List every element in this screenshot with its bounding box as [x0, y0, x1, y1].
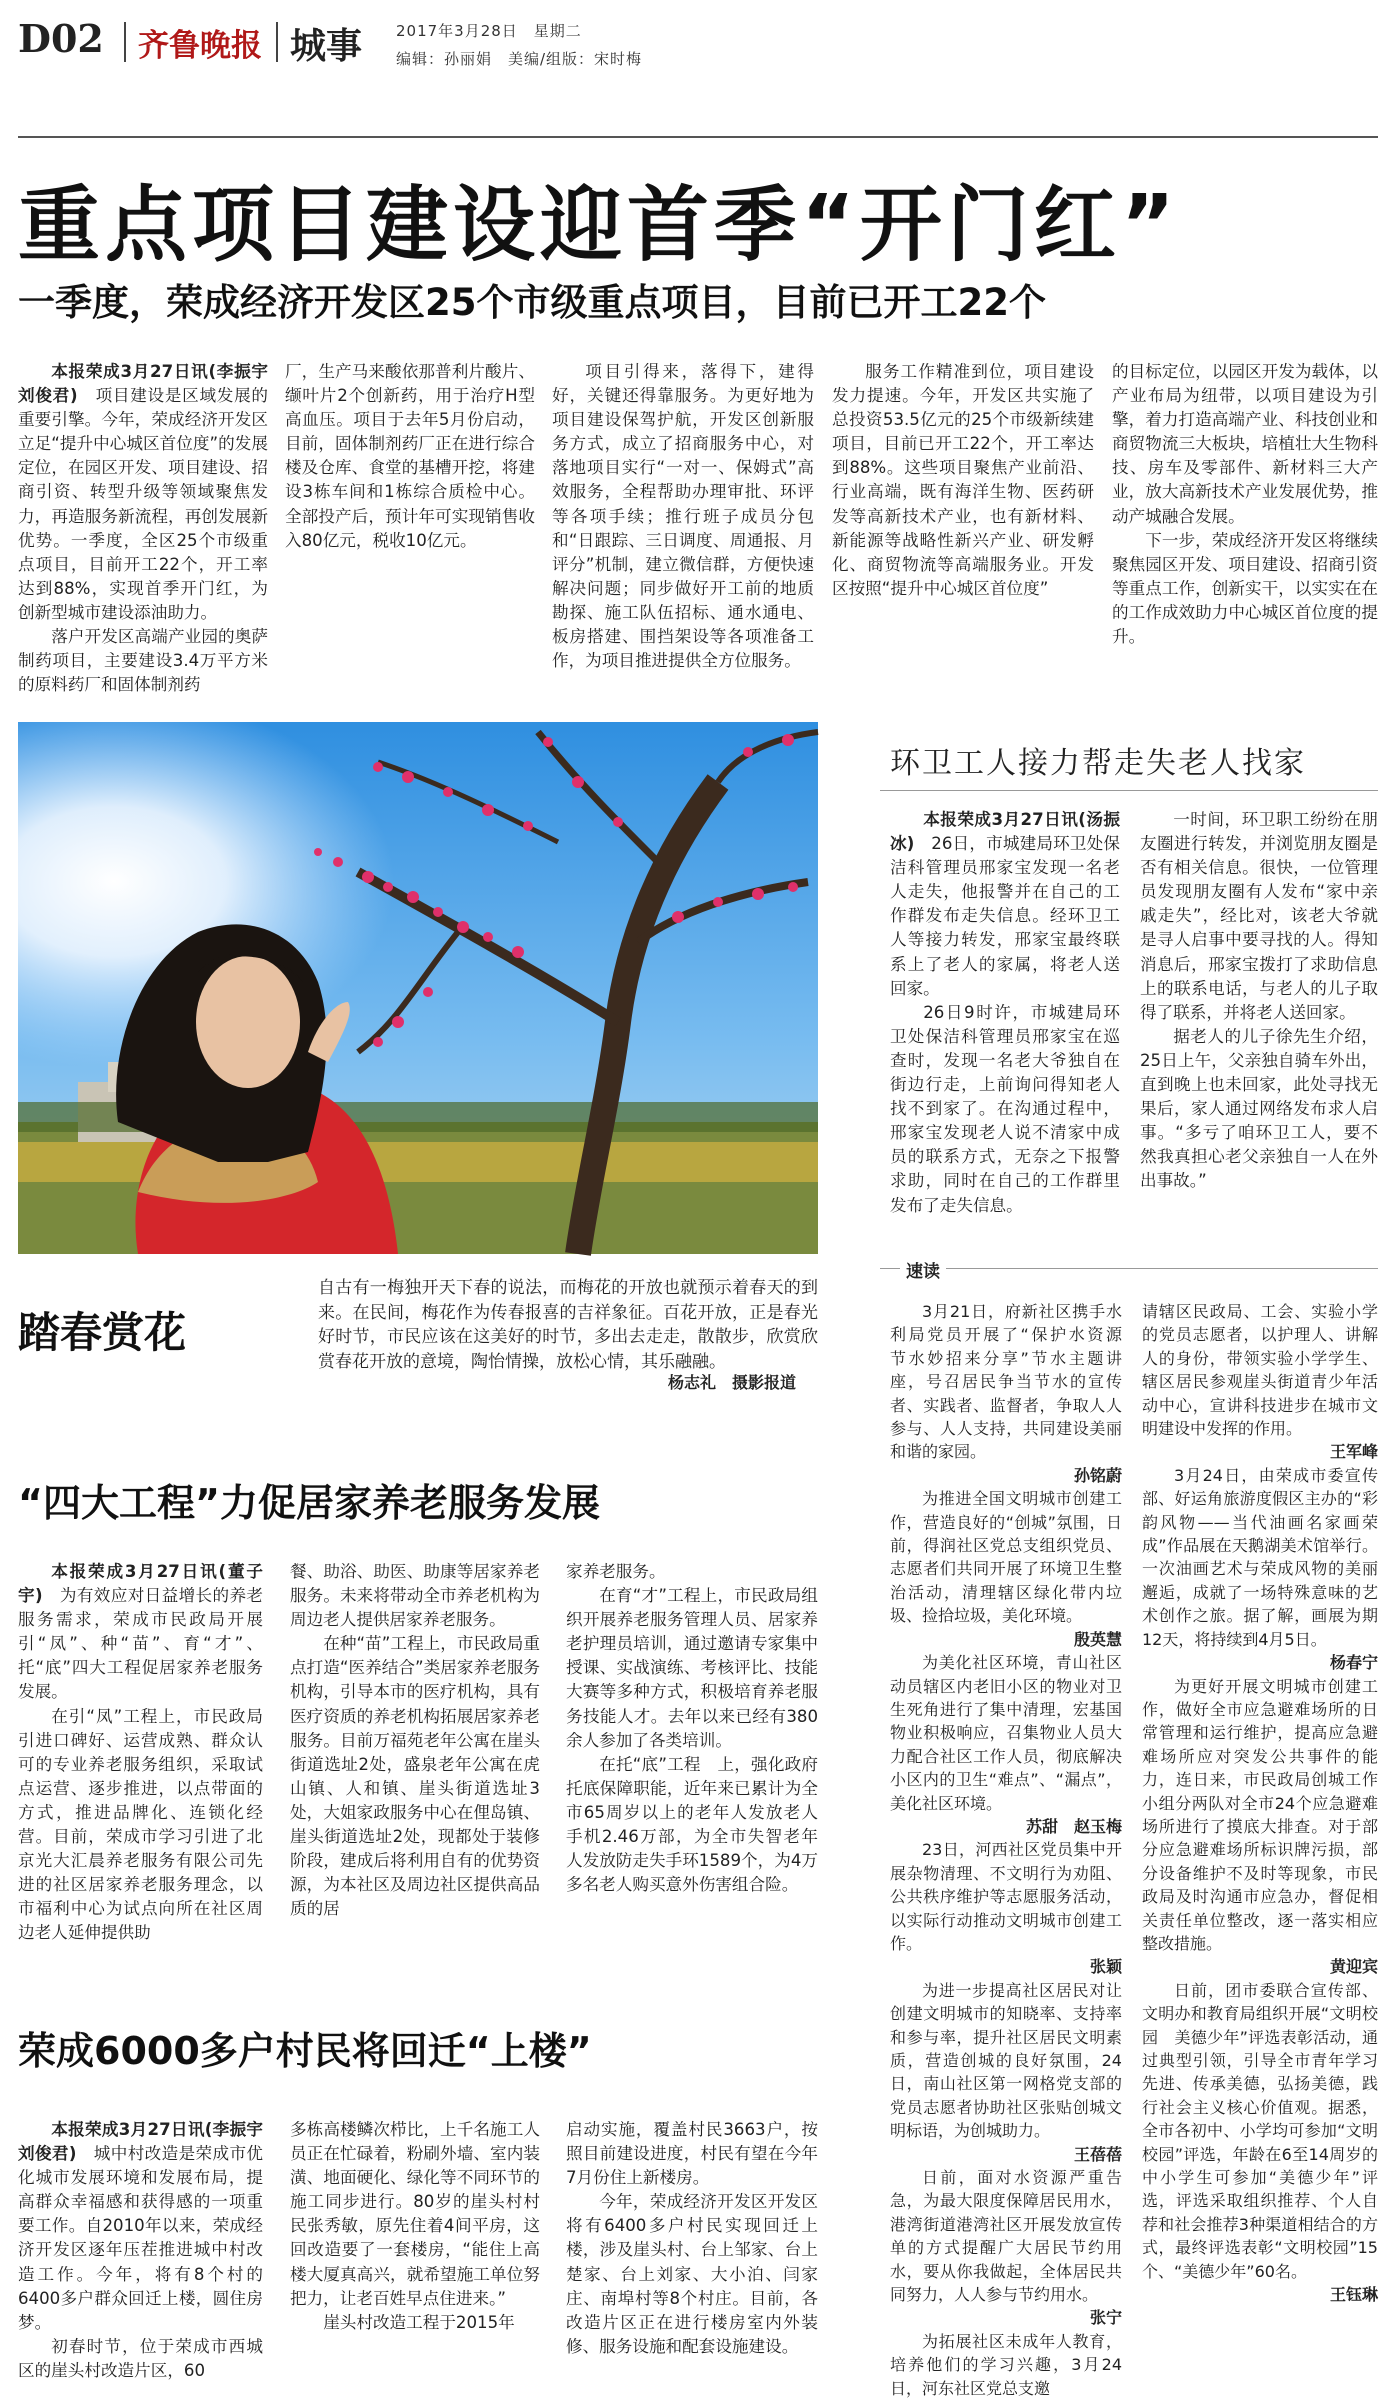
- sanitation-col-1: [890, 808, 1120, 1238]
- divider: [124, 22, 126, 62]
- elderly-lead-label: 本报荣成3月27日讯(董子宇): [18, 1562, 263, 1606]
- main-paragraph: 的目标定位，以园区开发为载体，以产业布局为纽带，以项目建设为引擎，着力打造高端产业、科技创业和商贸物流三大板块，培植壮大生物科技、房车及零部件、新材料三大产业，放大高新技术产业发展优势，推动产城融合发展。: [1112, 362, 1378, 526]
- main-col-5: [1112, 360, 1378, 690]
- quick-item: 为推进全国文明城市创建工作，营造良好的“创城”氛围，日前，得润社区党总支组织党员、志愿者们共同开展了环境卫生整治活动，清理辖区绿化带内垃圾、捡拾垃圾，美化环境。: [890, 1489, 1122, 1626]
- photo-title: 踏春赏花: [18, 1308, 187, 1357]
- divider: [880, 790, 1378, 791]
- sanitation-col-2: [1140, 808, 1378, 1238]
- villagers-paragraph: 初春时节，位于荣成市西城区的崖头村改造片区，60: [18, 2336, 263, 2380]
- quick-item: 为拓展社区未成年人教育，培养他们的学习兴趣，3月24日，河东社区党总支邀: [890, 2331, 1122, 2398]
- sanitation-paragraph: 一时间，环卫职工纷纷在朋友圈进行转发，并浏览朋友圈是否有相关信息。很快，一位管理员发现朋友圈有人发布“家中亲戚走失”，经比对，该老大爷就是寻人启事中要寻找的人。得知消息后，邢家宝拨打了求助信息上的联系电话，与老人的儿子取得了联系，并将老人送回家。: [1140, 810, 1378, 1022]
- elderly-paragraph: 餐、助浴、助医、助康等居家养老服务。未来将带动全市养老机构为周边老人提供居家养老服务。: [290, 1562, 540, 1630]
- main-col-4: [832, 360, 1094, 690]
- quick-item: 3月24日，由荣成市委宣传部、好运角旅游度假区主办的“彩韵风物——当代油画名家画荣成”作品展在天鹅湖美术馆举行。一次油画艺术与荣成风物的美丽邂逅，成就了一场特殊意味的艺术创作之旅。据了解，画展为期12天，将持续到4月5日。: [1142, 1465, 1378, 1649]
- feature-photo: [18, 722, 818, 1254]
- main-col-2: [285, 360, 535, 690]
- villagers-col-2: [290, 2118, 540, 2390]
- quick-read-col-1: [890, 1300, 1139, 2398]
- main-paragraph: 下一步，荣成经济开发区将继续聚焦园区开发、项目建设、招商引资等重点工作，创新实干，以实实在在的工作成效助力中心城区首位度的提升。: [1112, 530, 1378, 647]
- plum-blossom-photo: [18, 722, 818, 1254]
- main-paragraph: 厂，生产马来酸依那普利片酸片、缬叶片2个创新药，用于治疗H型高血压。项目于去年5月份启动，目前，固体制剂药厂正在进行综合楼及仓库、食堂的基槽开挖，将建设3栋车间和1栋综合质检中心。全部投产后，预计年可实现销售收入80亿元，税收10亿元。: [285, 362, 535, 550]
- elderly-paragraph: 在引“凤”工程上，市民政局引进口碑好、运营成熟、群众认可的专业养老服务组织，采取试点运营、逐步推进，以点带面的方式，推进品牌化、连锁化经营。目前，荣成市学习引进了北京光大汇晨养老服务有限公司先进的社区居家养老服务理念，以市福利中心为试点向所在社区周边老人延伸提供助: [18, 1706, 263, 1943]
- quick-item-author: 苏甜 赵玉梅: [1025, 1816, 1122, 1836]
- villagers-col-3: [566, 2118, 818, 2390]
- elderly-paragraph: 家养老服务。: [566, 1562, 666, 1581]
- main-lead-label: 本报荣成3月27日讯(李振宇 刘俊君): [18, 362, 268, 406]
- divider: [276, 22, 278, 62]
- elderly-col-2: [290, 1560, 540, 1980]
- main-paragraph: 服务工作精准到位，项目建设发力提速。今年，开发区共实施了总投资53.5亿元的25个市级新续建项目，目前已开工22个，开工率达到88%。这些项目聚焦产业前沿、行业高端，既有海洋生物、医药研发等高新技术产业，也有新材料、新能源等战略性新兴产业、研发孵化、商贸物流等高端服务业。开发区按照“提升中心城区首位度”: [832, 362, 1094, 598]
- main-col-3: [552, 360, 814, 690]
- elderly-title: “四大工程”力促居家养老服务发展: [18, 1481, 600, 1525]
- main-headline: 重点项目建设迎首季“开门红”: [18, 178, 1180, 273]
- quick-item-author: 张颖: [1089, 1957, 1122, 1977]
- elderly-col-1: [18, 1560, 263, 1980]
- quick-item-author: 王蓓蓓: [1073, 2144, 1122, 2164]
- photo-caption: 自古有一梅独开天下春的说法，而梅花的开放也就预示着春天的到来。在民间，梅花作为传春报喜的吉祥象征。百花开放，正是春光好时节，市民应该在这美好的时节，多出去走走，散散步，欣赏欣赏春花开放的意境，陶怡情操，放松心情，其乐融融。: [318, 1278, 818, 1372]
- villagers-col-1: [18, 2118, 263, 2390]
- villagers-lead-label: 本报荣成3月27日讯(李振宇 刘俊君): [18, 2120, 263, 2164]
- quick-item: 为进一步提高社区居民对让创建文明城市的知晓率、支持率和参与率，提升社区居民文明素质，营造创城的良好氛围，24日，南山社区第一网格党支部的党员志愿者协助社区张贴创城文明标语，为创城助力。: [890, 1980, 1122, 2141]
- quick-item-author: 孙铭蔚: [1073, 1465, 1122, 1485]
- villagers-paragraph: 启动实施，覆盖村民3663户，按照目前建设进度，村民有望在今年7月份住上新楼房。: [566, 2120, 818, 2188]
- quick-item-author: 殷英慧: [1073, 1629, 1122, 1649]
- villagers-title: 荣成6000多户村民将回迁“上楼”: [18, 2029, 592, 2073]
- villagers-paragraph: 多栋高楼鳞次栉比，上千名施工人员正在忙碌着，粉刷外墙、室内装潢、地面硬化、绿化等不同环节的施工同步进行。80岁的崖头村村民张秀敏，原先住着4间平房，这回改造要了一套楼房，“能住上高楼大厦真高兴，就希望施工单位努把力，让老百姓早点住进来。”: [290, 2120, 540, 2308]
- quick-item: 为美化社区环境，青山社区动员辖区内老旧小区的物业对卫生死角进行了集中清理，宏基国物业积极响应，召集物业人员大力配合社区工作人员，彻底解决小区内的卫生“难点”、“漏点”，美化社区环境。: [890, 1653, 1122, 1813]
- sanitation-paragraph: 26日9时许，市城建局环卫处保洁科管理员邢家宝在巡查时，发现一名老大爷独自在街边行走，上前询问得知老人找不到家了。在沟通过程中，邢家宝发现老人说不清家中成员的联系方式，无奈之下报警求助，同时在自己的工作群里发布了走失信息。: [890, 1002, 1120, 1215]
- quick-item-author: 张宁: [1089, 2308, 1122, 2328]
- quick-item: 请辖区民政局、工会、实验小学的党员志愿者，以护理人、讲解人的身份，带领实验小学学生、辖区居民参观崖头街道青少年活动中心，宣讲科技进步在城市文明建设中发挥的作用。: [1142, 1302, 1378, 1439]
- photo-credit: 杨志礼 摄影报道: [668, 1373, 797, 1392]
- villagers-lead-paragraph: 本报荣成3月27日讯(李振宇 刘俊君) 城中村改造是荣成市优化城市发展环境和发展布局，提高群众幸福感和获得感的一项重要工作。自2010年以来，荣成经济开发区逐年压茬推进城中村改造工作。今年，将有8个村的6400多户群众回迁上楼，圆住房梦。: [18, 2120, 264, 2332]
- elderly-paragraph: 在育“才”工程上，市民政局组织开展养老服务管理人员、居家养老护理员培训，通过邀请专家集中授课、实战演练、考核评比、技能大赛等多种方式，积极培育养老服务技能人才。去年以来已经有380余人参加了各类培训。: [566, 1586, 818, 1750]
- quick-item: 为更好开展文明城市创建工作，做好全市应急避难场所的日常管理和运行维护，提高应急避难场所应对突发公共事件的能力，连日来，市民政局创城工作小组分两队对全市24个应急避难场所进行了摸底大排查。对于部分应急避难场所标识牌污损，部分设备维护不及时等现象，市民政局及时沟通市应急办，督促相关责任单位整改，逐一落实相应整改措施。: [1142, 1676, 1378, 1953]
- sanitation-paragraph: 据老人的儿子徐先生介绍，25日上午，父亲独自骑车外出，直到晚上也未回家，此处寻找无果后，家人通过网络发布求人启事。“多亏了咱环卫工人，要不然我真担心老父亲独自一人在外出事故。”: [1140, 1026, 1378, 1191]
- elderly-paragraph: 在种“苗”工程上，市民政局重点打造“医养结合”类居家养老服务机构，引导本市的医疗机构，具有医疗资质的养老机构拓展居家养老服务。目前万福苑老年公寓在崖头街道选址2处，盛泉老年公寓在虎山镇、人和镇、崖头街道选址3处，大姐家政服务中心在俚岛镇、崖头街道选址2处，现都处于装修阶段，建成后将利用自有的优势资源，为本社区及周边社区提供高品质的居: [290, 1634, 540, 1919]
- sanitation-title: 环卫工人接力帮走失老人找家: [890, 746, 1306, 781]
- quick-read-label: 速读: [900, 1257, 946, 1282]
- quick-item: 23日，河西社区党员集中开展杂物清理、不文明行为劝阻、公共秩序维护等志愿服务活动，以实际行动推动文明城市创建工作。: [890, 1840, 1122, 1953]
- main-paragraph: 落户开发区高端产业园的奥萨制药项目，主要建设3.4万平方米的原料药厂和固体制剂药: [18, 627, 268, 695]
- sanitation-lead-paragraph: 本报荣成3月27日讯(汤振冰) 26日，市城建局环卫处保洁科管理员邢家宝发现一名老人走失，他报警并在自己的工作群发布走失信息。经环卫工人等接力转发，邢家宝最终联系上了老人的家属，将老人送回家。: [890, 810, 1120, 998]
- quick-read-col-2: [1142, 1300, 1378, 2390]
- quick-item-author: 杨春宁: [1329, 1653, 1378, 1673]
- quick-item: 3月21日，府新社区携手水利局党员开展了“保护水资源 节水妙招来分享”节水主题讲座，号召居民争当节水的宣传者、实践者、监督者，争取人人参与、人人支持，共同建设美丽和谐的家园。: [890, 1302, 1139, 1462]
- sanitation-lead-label: 本报荣成3月27日讯(汤振冰): [890, 810, 1120, 854]
- quick-item-author: 王钰琳: [1329, 2285, 1378, 2305]
- quick-item-author: 黄迎宾: [1329, 1957, 1378, 1977]
- main-subhead: 一季度，荣成经济开发区25个市级重点项目，目前已开工22个: [18, 281, 1046, 324]
- section-name: 城事: [290, 26, 363, 67]
- villagers-paragraph: 崖头村改造工程于2015年: [323, 2312, 515, 2332]
- quick-item: 日前，团市委联合宣传部、文明办和教育局组织开展“文明校园 美德少年”评选表彰活动，通过典型引领，引导全市青年学习先进、传承美德，弘扬美德，践行社会主义核心价值观。据悉，全市各初中、小学均可参加“文明校园”评选，年龄在6至14周岁的中小学生可参加“美德少年”评选，评选采取组织推荐、个人自荐和社会推荐3种渠道相结合的方式，最终评选表彰“文明校园”15个、“美德少年”60名。: [1142, 1980, 1378, 2281]
- elderly-lead-paragraph: 本报荣成3月27日讯(董子宇) 为有效应对日益增长的养老服务需求，荣成市民政局开展引“凤”、种“苗”、育“才”、托“底”四大工程促居家养老服务发展。: [18, 1562, 264, 1702]
- main-paragraph: 项目引得来，落得下，建得好，关键还得靠服务。为更好地为项目建设保驾护航，开发区创新服务方式，成立了招商服务中心，对落地项目实行“一对一、保姆式”高效服务，全程帮助办理审批、环评等各项手续；推行班子成员分包和“日跟踪、三日调度、周通报、月评分”机制，建立微信群，方便快速解决问题；同步做好开工前的地质勘探、施工队伍招标、通水通电、板房搭建、围挡架设等各项准备工作，为项目推进提供全方位服务。: [552, 362, 814, 671]
- page-number: D02: [18, 16, 104, 61]
- elderly-paragraph: 在托“底”工程 上，强化政府托底保障职能，近年来已累计为全市65周岁以上的老年人发放老人手机2.46万部，为全市失智老年人发放防走失手环1589个，为4万多名老人购买意外伤害组合险。: [566, 1754, 818, 1895]
- issue-date: 2017年3月28日 星期二: [396, 22, 582, 40]
- quick-read-rule: [880, 1268, 1378, 1269]
- quick-item-author: 王军峰: [1329, 1442, 1378, 1462]
- main-lead-paragraph: 本报荣成3月27日讯(李振宇 刘俊君) 项目建设是区域发展的重要引擎。今年，荣成经济开发区立足“提升中心城区首位度”的发展定位，在园区开发、项目建设、招商引资、转型升级等领域聚焦发力，再造服务新流程，再创发展新优势。一季度，全区25个市级重点项目，目前开工22个，开工率达到88%，实现首季开门红，为创新型城市建设添油助力。: [18, 362, 269, 622]
- elderly-col-3: [566, 1560, 818, 1980]
- header-rule: [18, 136, 1378, 138]
- villagers-paragraph: 今年，荣成经济开发区开发区将有6400多户村民实现回迁上楼，涉及崖头村、台上邹家、台上楚家、台上刘家、大小泊、闫家庄、南埠村等8个村庄。目前，各改造片区正在进行楼房室内外装修、服务设施和配套设施建设。: [566, 2192, 818, 2356]
- masthead: [18, 16, 1378, 76]
- main-col-1: [18, 360, 269, 695]
- paper-name: 齐鲁晚报: [138, 28, 262, 64]
- editor-credits: 编辑：孙丽娟 美编/组版：宋时梅: [396, 50, 643, 68]
- quick-item: 日前，面对水资源严重告急，为最大限度保障居民用水，港湾街道港湾社区开展发放宣传单的方式提醒广大居民节约用水，要从你我做起，全体居民共同努力，人人参与节约用水。: [890, 2168, 1122, 2305]
